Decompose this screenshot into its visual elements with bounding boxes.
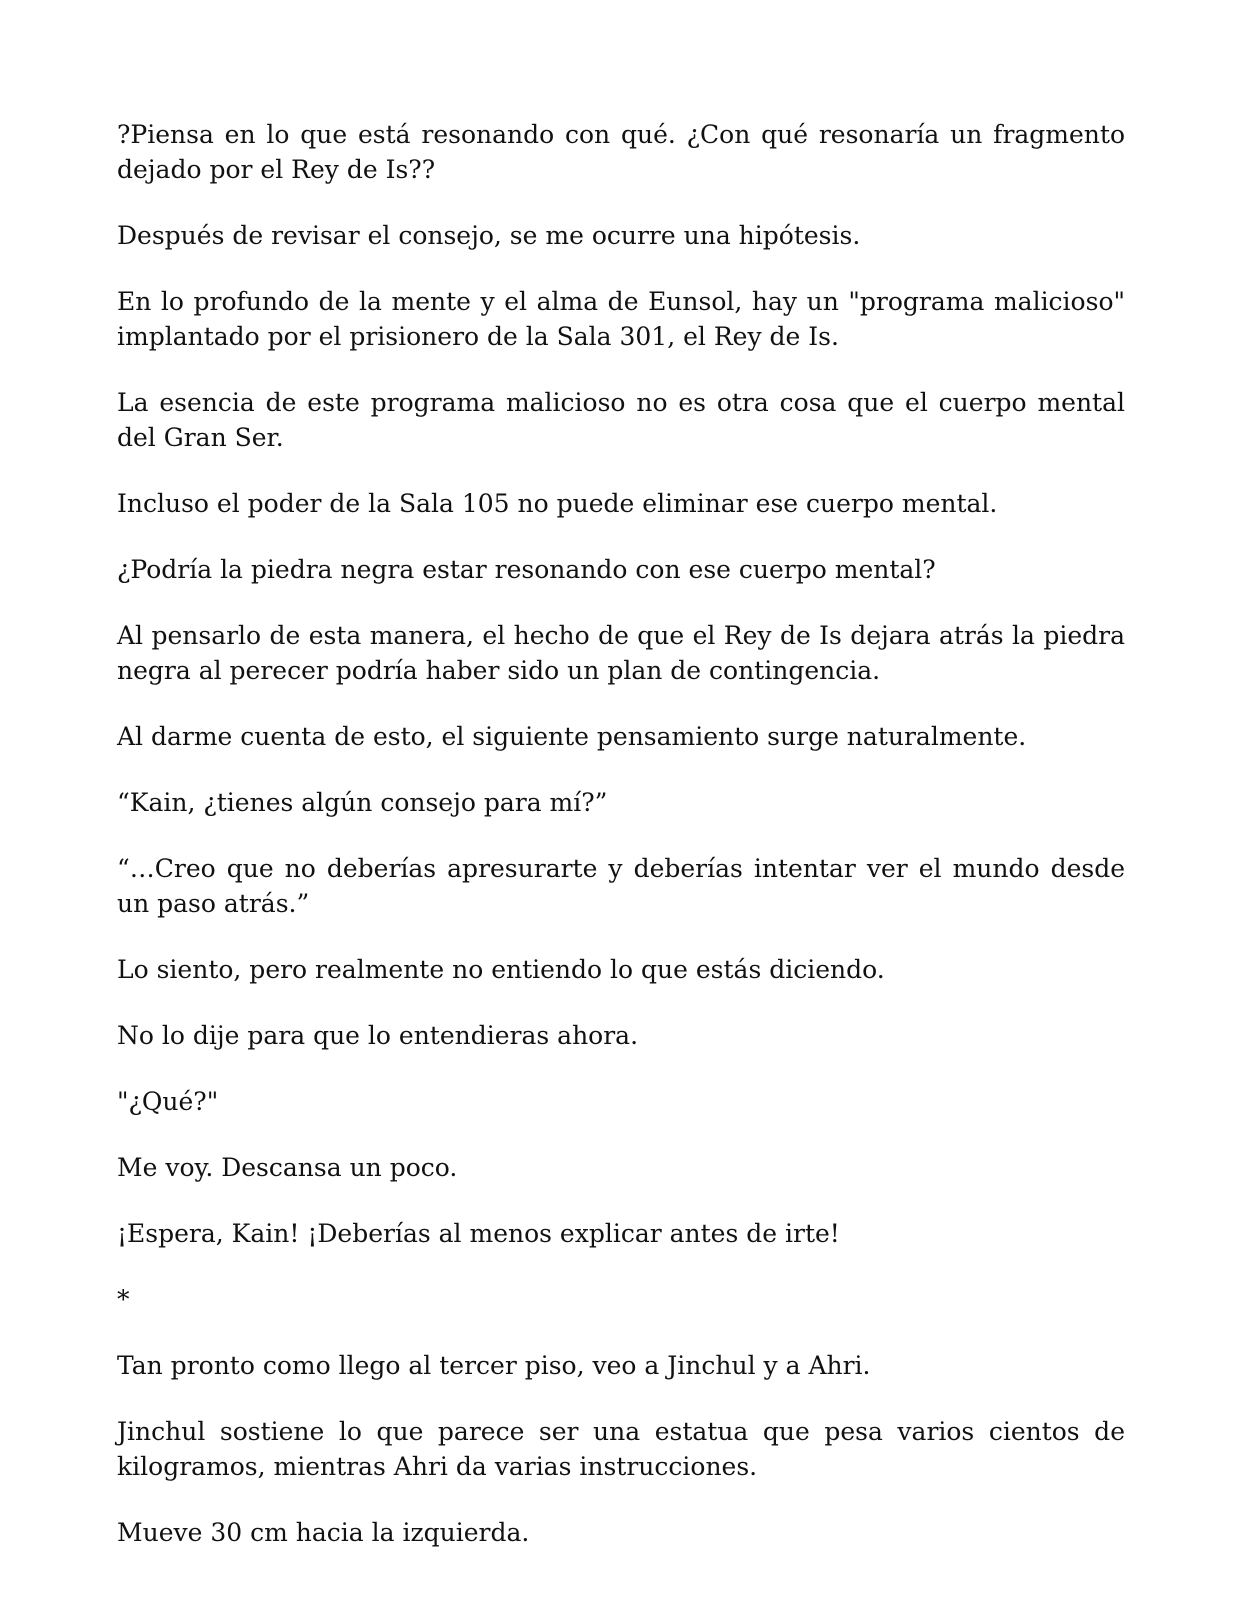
document-page xyxy=(117,117,1125,1581)
paragraph-15: ¡Espera, Kain! ¡Deberías al menos explicar antes de irte! xyxy=(117,1219,840,1248)
paragraph-13: "¿Qué?" xyxy=(117,1087,219,1116)
paragraph-4: La esencia de este programa malicioso no es otra cosa que el cuerpo mental del Gran Ser. xyxy=(117,388,1125,452)
paragraph-10: “…Creo que no deberías apresurarte y deberías intentar ver el mundo desde un paso atrás.” xyxy=(117,854,1125,918)
paragraph-19: Mueve 30 cm hacia la izquierda. xyxy=(117,1518,530,1547)
paragraph-6: ¿Podría la piedra negra estar resonando con ese cuerpo mental? xyxy=(117,555,936,584)
paragraph-18: Jinchul sostiene lo que parece ser una estatua que pesa varios cientos de kilogramos, mientras Ahri da varias instrucciones. xyxy=(117,1417,1125,1481)
paragraph-7: Al pensarlo de esta manera, el hecho de que el Rey de Is dejara atrás la piedra negra al perecer podría haber sido un plan de contingencia. xyxy=(117,621,1125,685)
paragraph-14: Me voy. Descansa un poco. xyxy=(117,1153,458,1182)
paragraph-1: ?Piensa en lo que está resonando con qué. ¿Con qué resonaría un fragmento dejado por el Rey de Is?? xyxy=(117,120,1125,184)
paragraph-5: Incluso el poder de la Sala 105 no puede eliminar ese cuerpo mental. xyxy=(117,489,998,518)
paragraph-12: No lo dije para que lo entendieras ahora. xyxy=(117,1021,639,1050)
paragraph-3: En lo profundo de la mente y el alma de Eunsol, hay un "programa malicioso" implantado por el prisionero de la Sala 301, el Rey de Is. xyxy=(117,287,1125,351)
paragraph-17: Tan pronto como llego al tercer piso, veo a Jinchul y a Ahri. xyxy=(117,1351,871,1380)
paragraph-9: “Kain, ¿tienes algún consejo para mí?” xyxy=(117,788,608,817)
paragraph-2: Después de revisar el consejo, se me ocurre una hipótesis. xyxy=(117,221,861,250)
paragraph-8: Al darme cuenta de esto, el siguiente pensamiento surge naturalmente. xyxy=(117,722,1027,751)
paragraph-11: Lo siento, pero realmente no entiendo lo que estás diciendo. xyxy=(117,955,885,984)
scene-break: * xyxy=(117,1285,130,1314)
